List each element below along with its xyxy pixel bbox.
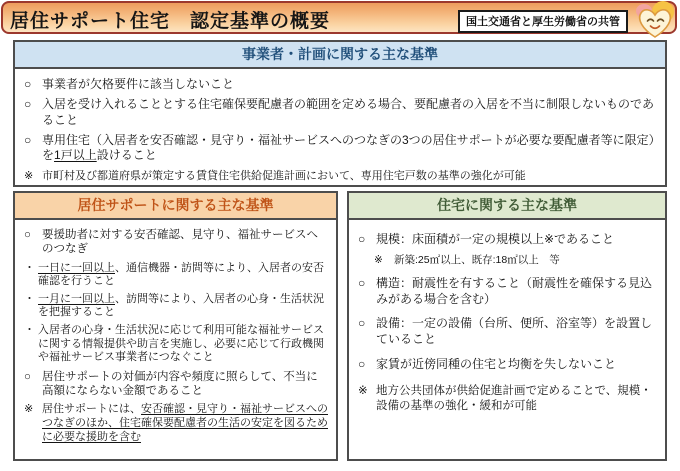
section-business-plan	[13, 40, 667, 187]
criteria-item	[24, 228, 328, 257]
item-text: 入居者の心身・生活状況に応じて利用可能な福祉サービスに関する情報提供や助言を実施し、必要に応じて行政機関や福祉サービス事業者につなぐこと	[38, 324, 324, 364]
criteria-note	[24, 403, 328, 444]
item-text: 居住サポートには、安否確認・見守り・福祉サービスへのつなぎのほか、住宅確保要配慮者の生活の安定を図るために必要な援助を含む	[42, 403, 328, 443]
item-text: 居住サポートの対価が内容や頻度に照らして、不当に高額にならない金額であること	[42, 370, 318, 398]
section-living-support-body	[15, 220, 336, 447]
criteria-item	[24, 133, 657, 164]
section-living-support	[13, 191, 338, 461]
item-marker: ・	[24, 261, 35, 274]
criteria-note	[24, 169, 657, 183]
criteria-subitem	[24, 324, 328, 365]
item-text: 一月に一回以上、訪問等により、入居者の心身・生活状況を把握すること	[38, 292, 324, 319]
item-marker: ○	[358, 316, 366, 331]
item-text: 専用住宅（入居者を安否確認・見守り・福祉サービスへのつなぎの3つの居住サポートが必要な要配慮者等に限定）を1戸以上設けること	[42, 133, 655, 163]
page-title: 居住サポート住宅 認定基準の概要	[10, 11, 331, 32]
item-text: 構造：耐震性を有すること（耐震性を確保する見込みがある場合を含む）	[376, 276, 653, 306]
item-marker: ※	[374, 253, 383, 266]
item-marker: ○	[358, 356, 366, 371]
item-marker: ○	[24, 229, 31, 241]
item-marker: ・	[24, 324, 35, 336]
section-housing-body	[349, 220, 665, 426]
item-marker: ※	[358, 385, 368, 398]
criteria-item	[358, 357, 657, 373]
item-marker: ○	[24, 77, 32, 91]
item-marker: ※	[24, 169, 34, 182]
criteria-item	[358, 316, 657, 347]
item-marker: ・	[24, 292, 35, 305]
section-living-support-title: 居住サポートに関する主な基準	[15, 193, 336, 220]
item-text: 設備：一定の設備（台所、便所、浴室等）を設置していること	[376, 316, 653, 347]
section-business-plan-body	[15, 69, 665, 186]
criteria-note	[358, 384, 657, 414]
criteria-subitem	[24, 293, 328, 320]
item-marker: ○	[24, 97, 32, 112]
item-text: 家賃が近傍同種の住宅と均衡を失しないこと	[376, 356, 617, 371]
criteria-subnote	[374, 254, 657, 268]
item-text: 一日に一回以上、通信機器・訪問等により、入居者の安否確認を行うこと	[38, 261, 324, 288]
item-marker: ※	[24, 403, 34, 416]
section-business-plan-title: 事業者・計画に関する主な基準	[15, 42, 665, 69]
criteria-item	[358, 232, 657, 248]
criteria-subitem	[24, 262, 328, 289]
item-text: 要援助者に対する安否確認、見守り、福祉サービスへのつなぎ	[42, 229, 318, 256]
heart-face-mascot-icon	[632, 0, 678, 40]
criteria-item	[24, 97, 657, 128]
item-text: 地方公共団体が供給促進計画で定めることで、規模・設備の基準の強化・緩和が可能	[376, 385, 652, 413]
item-text: 市町村及び都道府県が策定する賃貸住宅供給促進計画において、専用住宅戸数の基準の強化が可能	[42, 169, 526, 182]
item-text: 規模：床面積が一定の規模以上※であること	[376, 232, 615, 246]
item-marker: ○	[24, 133, 32, 148]
item-marker: ○	[358, 276, 366, 291]
item-text: 新築:25㎡以上、既存:18㎡以上 等	[394, 253, 560, 266]
item-marker: ○	[24, 370, 31, 383]
item-marker: ○	[358, 232, 366, 246]
section-housing	[347, 191, 667, 461]
criteria-item	[24, 370, 328, 399]
criteria-item	[358, 276, 657, 307]
section-housing-title: 住宅に関する主な基準	[349, 193, 665, 220]
item-text: 事業者が欠格要件に該当しないこと	[42, 77, 235, 91]
item-text: 入居を受け入れることとする住宅確保要配慮者の範囲を定める場合、要配慮者の入居を不当に制限しないものであること	[42, 97, 655, 127]
ministry-badge: 国土交通省と厚生労働省の共管	[458, 10, 628, 33]
criteria-item	[24, 77, 657, 92]
